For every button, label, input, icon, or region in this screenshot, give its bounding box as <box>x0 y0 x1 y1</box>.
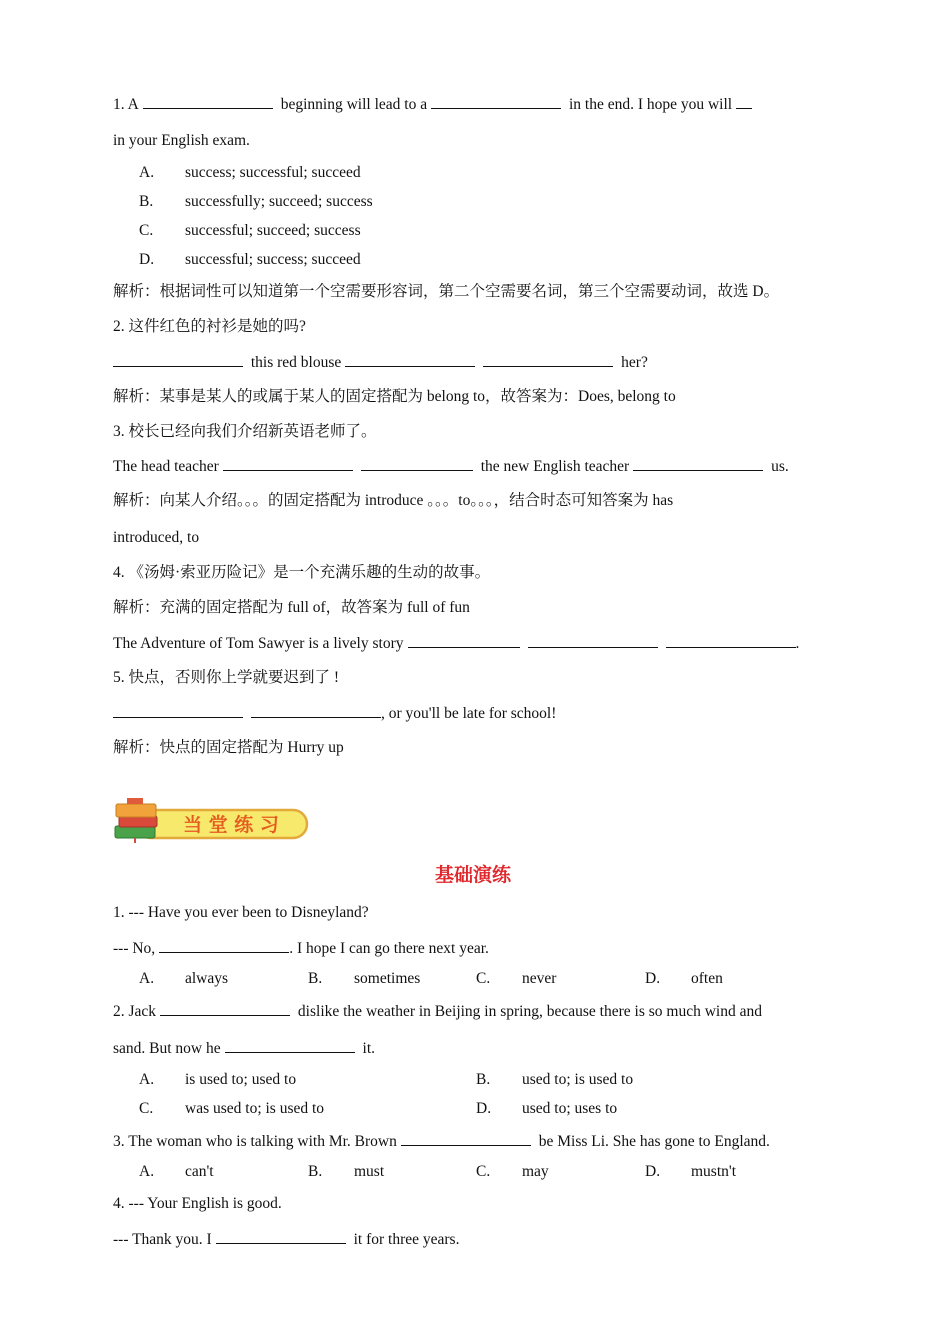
q1-option-b[interactable] <box>139 192 373 212</box>
q4-end: . <box>795 635 800 652</box>
answer-blank[interactable] <box>528 633 658 648</box>
p4-line1: 4. --- Your English is good. <box>113 1195 282 1212</box>
p1-end: . I hope I can go there next year. <box>289 940 489 957</box>
q4-analysis: 解析：充满的固定搭配为 full of，故答案为 full of fun <box>113 599 470 616</box>
q2-prompt: 2. 这件红色的衬衫是她的吗? <box>113 318 306 335</box>
p3-start: 3. The woman who is talking with Mr. Brown <box>113 1133 397 1150</box>
answer-blank[interactable] <box>361 456 473 471</box>
answer-blank[interactable] <box>401 1131 531 1146</box>
p3-end: be Miss Li. She has gone to England. <box>538 1133 770 1150</box>
q3-start: The head teacher <box>113 458 219 475</box>
answer-blank[interactable] <box>431 94 561 109</box>
q4-prompt: 4. 《汤姆·索亚历险记》是一个充满乐趣的生动的故事。 <box>113 564 491 581</box>
answer-blank[interactable] <box>633 456 763 471</box>
option-letter: D. <box>139 251 155 268</box>
q4-start: The Adventure of Tom Sawyer is a lively story <box>113 635 404 652</box>
option-text: always <box>185 970 229 987</box>
option-letter: B. <box>308 1163 323 1180</box>
q5-end: , or you'll be late for school! <box>381 705 557 722</box>
option-letter: A. <box>139 1071 155 1088</box>
answer-blank[interactable] <box>216 1229 346 1244</box>
p2-mid: dislike the weather in Beijing in spring, because there is so much wind and <box>297 1003 762 1020</box>
p3-option-c[interactable] <box>476 1162 549 1182</box>
p2-option-a[interactable] <box>139 1070 296 1090</box>
answer-blank[interactable] <box>160 1001 290 1016</box>
q2-sentence <box>113 352 648 373</box>
q1-option-d[interactable] <box>139 250 361 270</box>
option-letter: A. <box>139 970 155 987</box>
option-letter: A. <box>139 1163 155 1180</box>
p2-start: 2. Jack <box>113 1003 157 1020</box>
answer-blank[interactable] <box>113 703 243 718</box>
banner-label: 当 堂 练 习 <box>183 814 279 836</box>
answer-blank[interactable] <box>736 94 752 109</box>
option-text: is used to; used to <box>185 1071 297 1088</box>
answer-blank[interactable] <box>251 703 381 718</box>
option-letter: D. <box>645 1163 661 1180</box>
p3-option-a[interactable] <box>139 1162 214 1182</box>
option-text: sometimes <box>354 970 421 987</box>
books-icon <box>115 798 157 843</box>
answer-blank[interactable] <box>113 352 243 367</box>
q3-sentence <box>113 456 789 477</box>
p1-option-c[interactable] <box>476 969 556 989</box>
q4-sentence <box>113 633 799 654</box>
option-text: must <box>354 1163 385 1180</box>
option-letter: B. <box>476 1071 491 1088</box>
q1-option-a[interactable] <box>139 163 361 183</box>
option-letter: D. <box>645 970 661 987</box>
p4-end: it for three years. <box>353 1231 460 1248</box>
option-text: successfully; succeed; success <box>185 193 373 210</box>
p3-option-b[interactable] <box>308 1162 384 1182</box>
q3-analysis-2: introduced, to <box>113 529 200 546</box>
option-letter: C. <box>476 970 491 987</box>
answer-blank[interactable] <box>345 352 475 367</box>
option-text: successful; success; succeed <box>185 251 361 268</box>
option-text: mustn't <box>691 1163 736 1180</box>
p4-line2 <box>113 1229 459 1250</box>
p2-line2 <box>113 1038 375 1059</box>
answer-blank[interactable] <box>223 456 353 471</box>
p1-line2 <box>113 938 489 959</box>
q1-text-b: beginning will lead to a <box>280 96 428 113</box>
q3-analysis-1: 解析：向某人介绍。。。的固定搭配为 introduce 。。。to。。。，结合时态可知答案为 has <box>113 492 674 509</box>
option-letter: C. <box>139 222 154 239</box>
option-text: used to; uses to <box>522 1100 618 1117</box>
option-text: used to; is used to <box>522 1071 634 1088</box>
option-letter: A. <box>139 164 155 181</box>
option-letter: B. <box>139 193 154 210</box>
q3-end: us. <box>771 458 789 475</box>
answer-blank[interactable] <box>483 352 613 367</box>
p2-line2-start: sand. But now he <box>113 1040 221 1057</box>
option-letter: C. <box>139 1100 154 1117</box>
q3-prompt: 3. 校长已经向我们介绍新英语老师了。 <box>113 423 377 440</box>
p2-line1 <box>113 1001 762 1022</box>
p2-line2-end: it. <box>362 1040 376 1057</box>
q5-analysis: 解析：快点的固定搭配为 Hurry up <box>113 739 344 756</box>
q1-analysis: 解析：根据词性可以知道第一个空需要形容词，第二个空需要名词，第三个空需要动词，故选 D。 <box>113 283 780 300</box>
p2-option-d[interactable] <box>476 1099 617 1119</box>
p1-option-d[interactable] <box>645 969 723 989</box>
q5-prompt: 5. 快点，否则你上学就要迟到了 ! <box>113 669 340 686</box>
q3-mid: the new English teacher <box>480 458 630 475</box>
q1-option-c[interactable] <box>139 221 361 241</box>
q1-line2: in your English exam. <box>113 132 250 149</box>
option-text: never <box>522 970 557 987</box>
option-letter: C. <box>476 1163 491 1180</box>
option-text: was used to; is used to <box>185 1100 325 1117</box>
p1-line1: 1. --- Have you ever been to Disneyland? <box>113 904 369 921</box>
option-text: often <box>691 970 723 987</box>
option-text: can't <box>185 1163 214 1180</box>
section-title: 基础演练 <box>434 864 511 886</box>
answer-blank[interactable] <box>666 633 796 648</box>
practice-banner <box>113 796 313 844</box>
p2-option-c[interactable] <box>139 1099 324 1119</box>
q2-analysis: 解析：某事是某人的或属于某人的固定搭配为 belong to，故答案为：Does, belong to <box>113 388 676 405</box>
q2-mid: this red blouse <box>250 354 342 371</box>
q5-sentence <box>113 703 556 724</box>
option-text: may <box>522 1163 549 1180</box>
p4-start: --- Thank you. I <box>113 1231 212 1248</box>
option-letter: D. <box>476 1100 492 1117</box>
answer-blank[interactable] <box>143 94 273 109</box>
p1-option-b[interactable] <box>308 969 420 989</box>
option-letter: B. <box>308 970 323 987</box>
answer-blank[interactable] <box>408 633 520 648</box>
answer-blank[interactable] <box>159 938 289 953</box>
p1-option-a[interactable] <box>139 969 228 989</box>
p3-line1 <box>113 1131 770 1152</box>
answer-blank[interactable] <box>225 1038 355 1053</box>
option-text: success; successful; succeed <box>185 164 361 181</box>
p2-option-b[interactable] <box>476 1070 633 1090</box>
p3-option-d[interactable] <box>645 1162 736 1182</box>
q1-line1 <box>113 94 756 115</box>
option-text: successful; succeed; success <box>185 222 361 239</box>
q2-end: her? <box>621 354 648 371</box>
q1-text-c: in the end. I hope you will <box>568 96 733 113</box>
q1-text-a: 1. A <box>113 96 139 113</box>
p1-start: --- No, <box>113 940 156 957</box>
